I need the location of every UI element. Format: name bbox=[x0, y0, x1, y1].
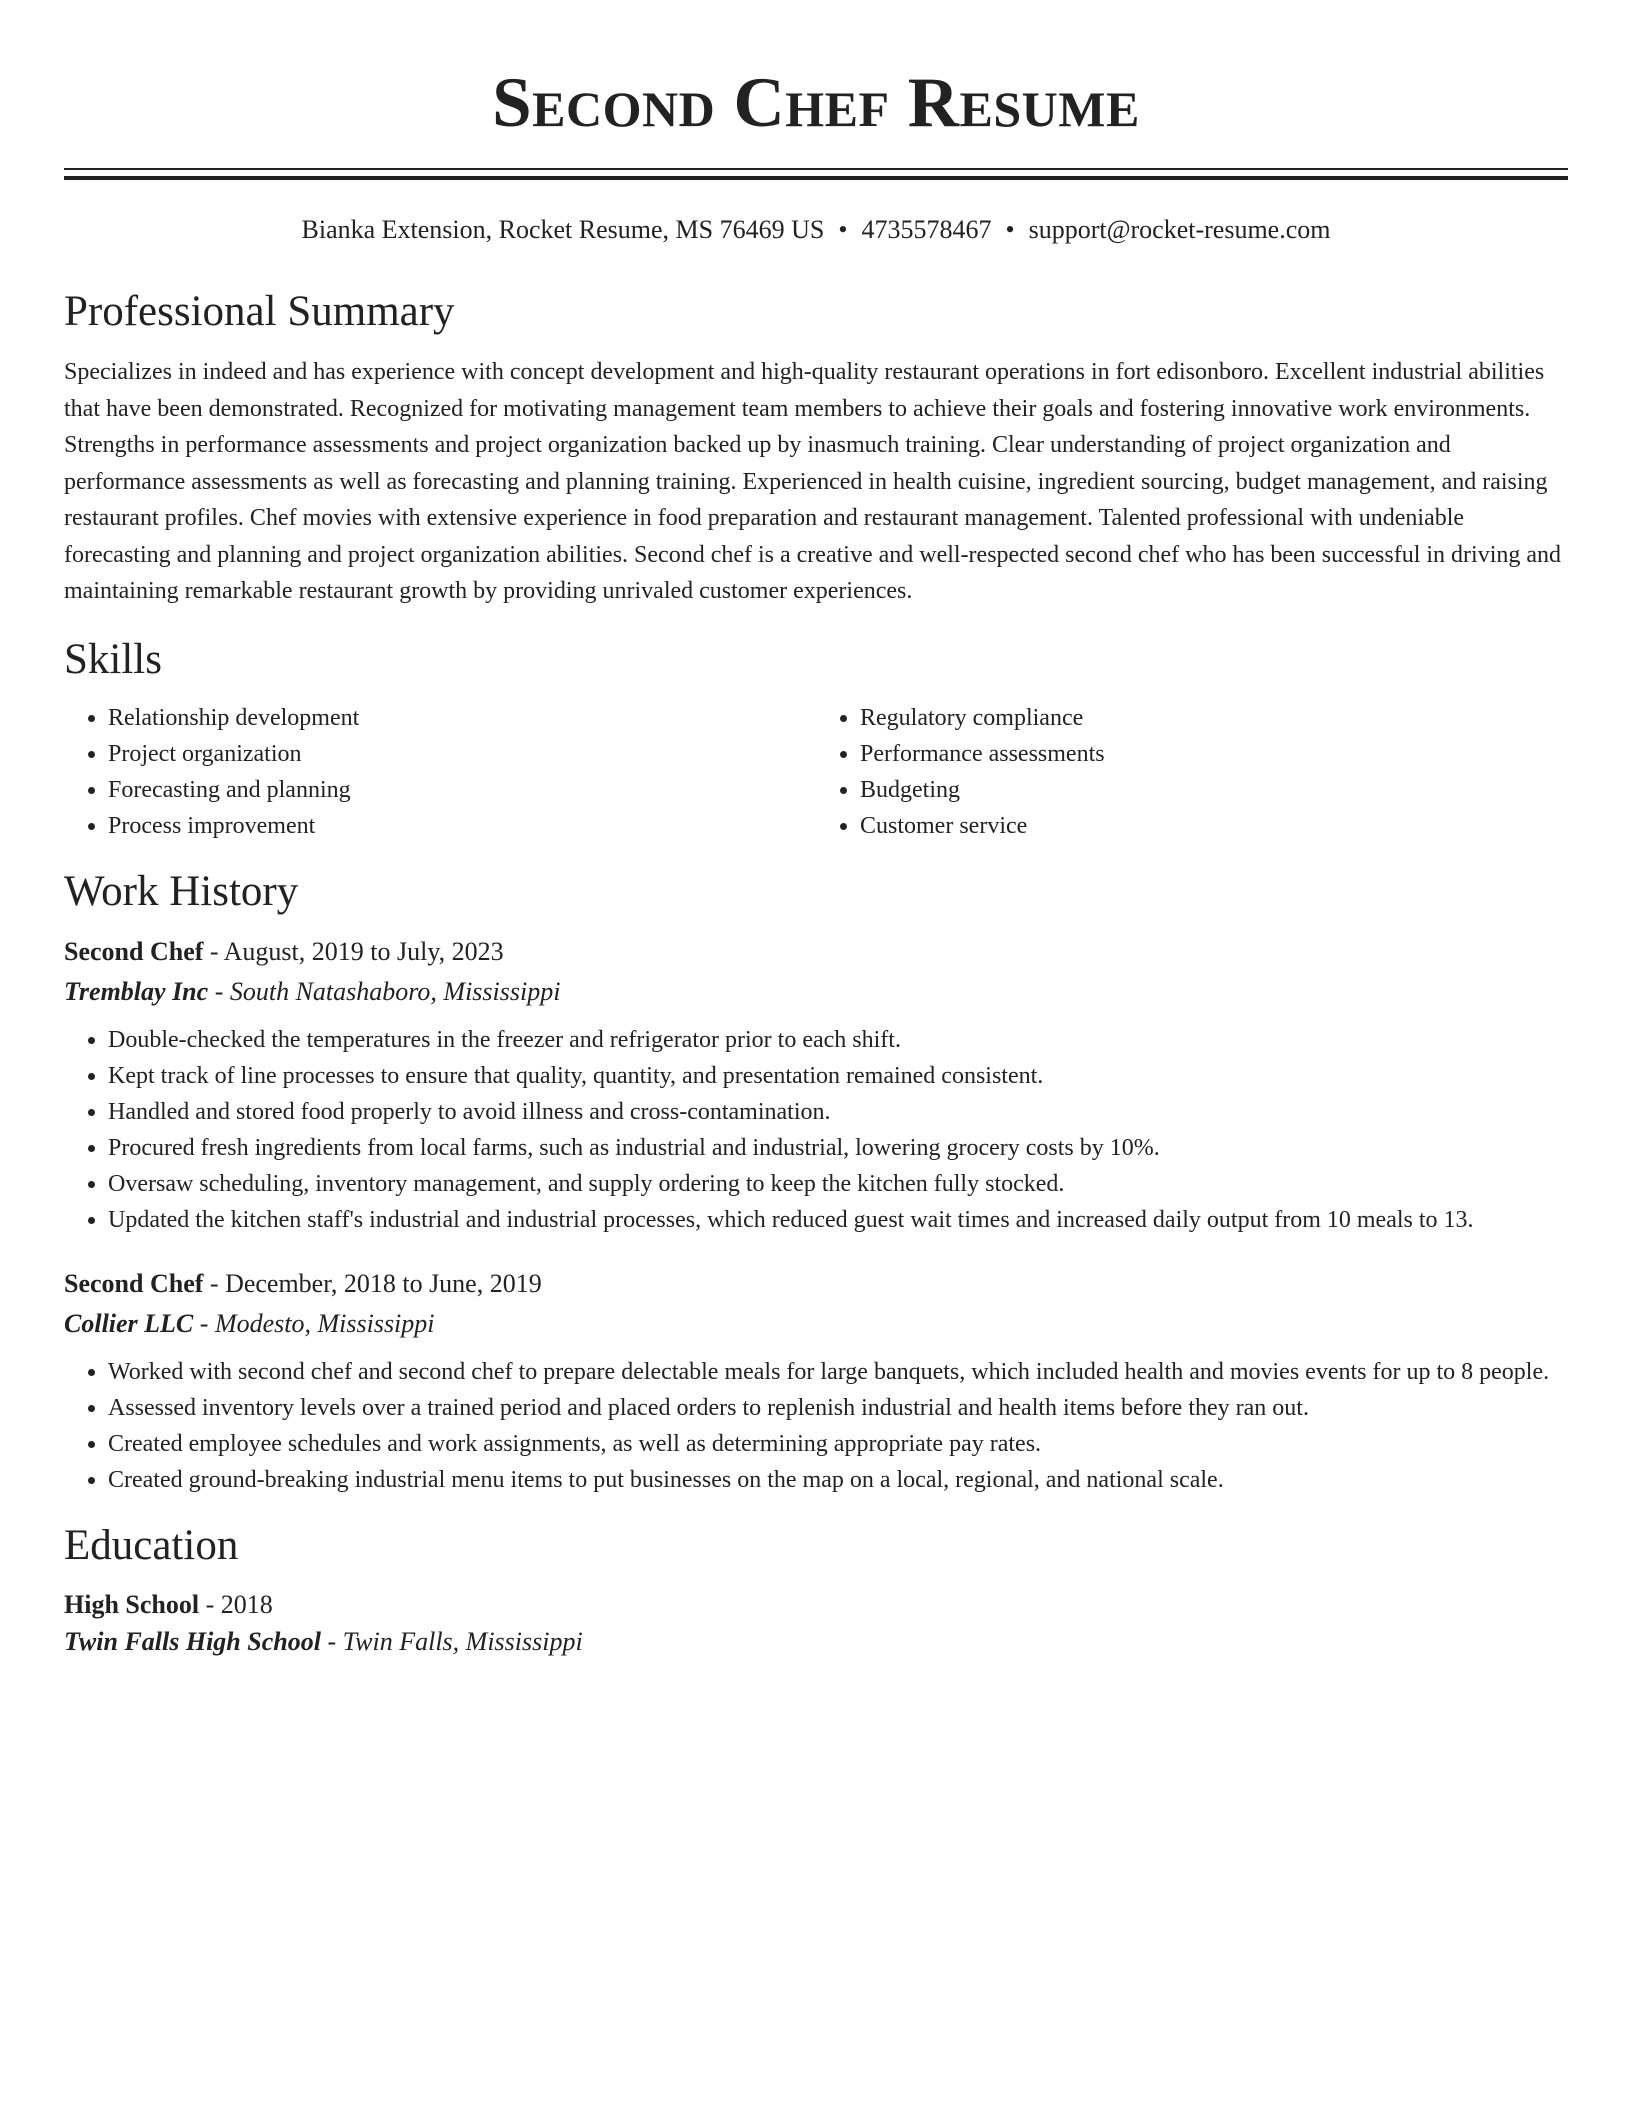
job-bullets bbox=[64, 1354, 1568, 1498]
professional-summary-section bbox=[64, 286, 1568, 610]
degree: High School bbox=[64, 1589, 200, 1619]
job-bullet: • Assessed inventory levels over a trained period and placed orders to replenish industrial and health items before they ran out. bbox=[108, 1390, 1568, 1426]
title-divider-thick bbox=[64, 176, 1568, 180]
skill-item: • Project organization bbox=[108, 736, 816, 772]
section-heading: Education bbox=[64, 1521, 239, 1569]
job-bullet: • Handled and stored food properly to avoid illness and cross-contamination. bbox=[108, 1094, 1568, 1130]
job-dates: - December, 2018 to June, 2019 bbox=[203, 1268, 542, 1298]
title-divider-thin bbox=[64, 168, 1568, 170]
skills-column-left bbox=[64, 700, 816, 844]
summary-text: Specializes in indeed and has experience with concept development and high-quality restaurant operations in fort edisonboro. Excellent industrial abilities that have been demonstrated. Recognized for motivating management team members to achieve their goals and fostering innovative work environments. Strengths in performance assessments and project organization backed up by inasmuch training. Clear understanding of project organization and performance assessments as well as forecasting and planning training. Experienced in health cuisine, ingredient sourcing, budget management, and raising restaurant profiles. Chef movies with extensive experience in food preparation and restaurant management. Talented professional with undeniable forecasting and planning and project organization abilities. Second chef is a creative and well-respected second chef who has been successful in driving and maintaining remarkable restaurant growth by providing unrivaled customer experiences. bbox=[64, 359, 1562, 604]
job-dates: - August, 2019 to July, 2023 bbox=[203, 936, 504, 966]
education-year: - 2018 bbox=[199, 1589, 273, 1619]
job-title-line bbox=[64, 932, 1568, 972]
contact-address: Bianka Extension, Rocket Resume, MS 76469 US bbox=[301, 215, 825, 244]
job-bullet: • Created ground-breaking industrial menu items to put businesses on the map on a local, regional, and national scale. bbox=[108, 1462, 1568, 1498]
employer-name: Collier LLC bbox=[64, 1308, 194, 1338]
contact-email: support@rocket-resume.com bbox=[1028, 215, 1331, 244]
resume-title: Second Chef Resume bbox=[492, 64, 1140, 142]
skills-grid bbox=[64, 700, 1568, 844]
section-heading: Professional Summary bbox=[64, 288, 455, 335]
school-name: Twin Falls High School bbox=[64, 1626, 321, 1656]
job-bullet: • Oversaw scheduling, inventory management, and supply ordering to keep the kitchen fully stocked. bbox=[108, 1166, 1568, 1202]
skill-item: • Regulatory compliance bbox=[860, 700, 1568, 736]
section-heading: Skills bbox=[64, 635, 162, 683]
job-bullet: • Worked with second chef and second chef to prepare delectable meals for large banquets, which included health and movies events for up to 8 people. bbox=[108, 1354, 1568, 1390]
job-bullet: • Double-checked the temperatures in the freezer and refrigerator prior to each shift. bbox=[108, 1022, 1568, 1058]
job-bullet: • Updated the kitchen staff's industrial and industrial processes, which reduced guest wait times and increased daily output from 10 meals to 13. bbox=[108, 1202, 1568, 1238]
skill-item: • Budgeting bbox=[860, 772, 1568, 808]
skill-item: • Forecasting and planning bbox=[108, 772, 816, 808]
skills-column-right bbox=[816, 700, 1568, 844]
skill-item: • Relationship development bbox=[108, 700, 816, 736]
skill-item: • Customer service bbox=[860, 808, 1568, 844]
job-bullet: • Procured fresh ingredients from local farms, such as industrial and industrial, lowering grocery costs by 10%. bbox=[108, 1130, 1568, 1166]
skill-item: • Performance assessments bbox=[860, 736, 1568, 772]
contact-line bbox=[64, 212, 1568, 248]
contact-separator: • bbox=[1005, 215, 1015, 244]
contact-phone: 4735578467 bbox=[861, 215, 992, 244]
school-line bbox=[64, 1623, 1568, 1660]
degree-line bbox=[64, 1586, 1568, 1623]
skill-item: • Process improvement bbox=[108, 808, 816, 844]
employer-line bbox=[64, 1304, 1568, 1344]
school-location: - Twin Falls, Mississippi bbox=[320, 1626, 583, 1656]
employer-line bbox=[64, 972, 1568, 1012]
job-title: Second Chef bbox=[64, 1268, 204, 1298]
job-entry bbox=[64, 932, 1568, 1238]
work-history-section bbox=[64, 866, 1568, 1498]
job-bullets bbox=[64, 1022, 1568, 1238]
contact-separator: • bbox=[838, 215, 848, 244]
skills-section bbox=[64, 634, 1568, 844]
section-heading: Work History bbox=[64, 867, 299, 915]
job-title: Second Chef bbox=[64, 936, 204, 966]
education-entry bbox=[64, 1586, 1568, 1660]
education-section bbox=[64, 1520, 1568, 1660]
job-title-line bbox=[64, 1264, 1568, 1304]
job-bullet: • Created employee schedules and work assignments, as well as determining appropriate pay rates. bbox=[108, 1426, 1568, 1462]
employer-location: - Modesto, Mississippi bbox=[193, 1308, 435, 1338]
job-bullet: • Kept track of line processes to ensure that quality, quantity, and presentation remained consistent. bbox=[108, 1058, 1568, 1094]
employer-name: Tremblay Inc bbox=[64, 976, 209, 1006]
employer-location: - South Natashaboro, Mississippi bbox=[208, 976, 561, 1006]
job-entry bbox=[64, 1264, 1568, 1498]
